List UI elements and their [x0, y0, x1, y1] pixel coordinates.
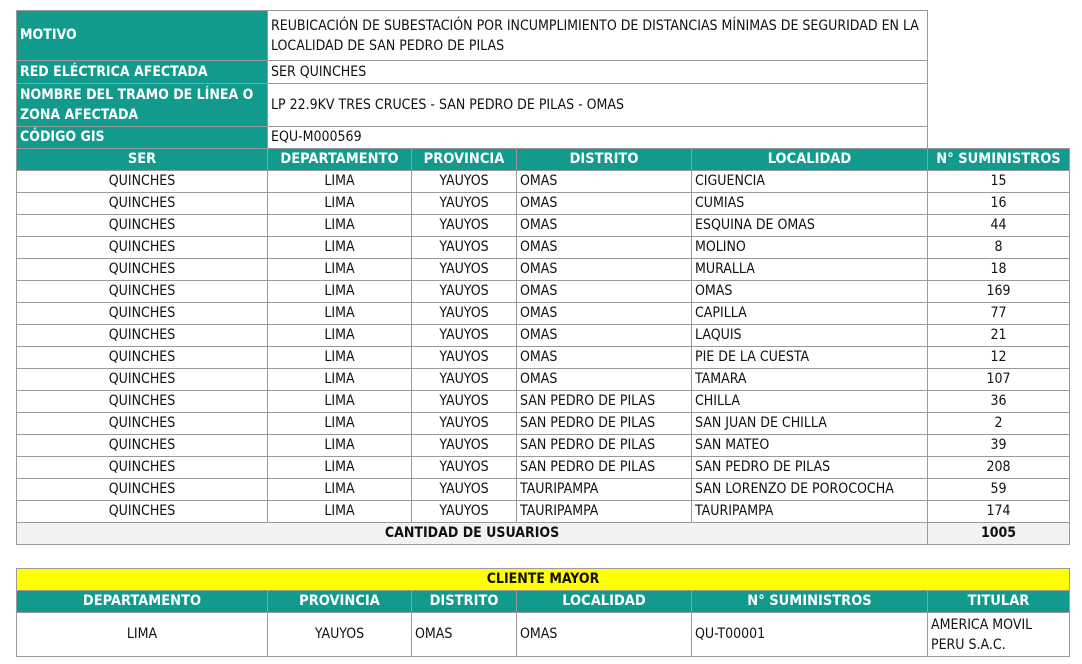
- cliente-suministros: QU-T00001: [692, 613, 928, 657]
- cliente-localidad: OMAS: [517, 613, 692, 657]
- table-row: [17, 435, 1070, 457]
- cell-departamento: LIMA: [268, 237, 412, 259]
- cell-departamento: LIMA: [268, 215, 412, 237]
- cliente-titular: AMERICA MOVIL PERU S.A.C.: [928, 613, 1070, 657]
- cell-provincia: YAUYOS: [412, 369, 517, 391]
- table-row: [17, 171, 1070, 193]
- cell-ser: QUINCHES: [17, 237, 268, 259]
- total-value: 1005: [928, 523, 1070, 545]
- cell-departamento: LIMA: [268, 391, 412, 413]
- cell-ser: QUINCHES: [17, 215, 268, 237]
- table-row: [17, 369, 1070, 391]
- cell-localidad: TAMARA: [692, 369, 928, 391]
- cell-departamento: LIMA: [268, 325, 412, 347]
- cell-suministros: 44: [928, 215, 1070, 237]
- table-row: [17, 259, 1070, 281]
- cell-ser: QUINCHES: [17, 435, 268, 457]
- cell-departamento: LIMA: [268, 435, 412, 457]
- cell-distrito: SAN PEDRO DE PILAS: [517, 435, 692, 457]
- cell-distrito: OMAS: [517, 325, 692, 347]
- cliente-header-row: [17, 591, 1070, 613]
- cell-departamento: LIMA: [268, 193, 412, 215]
- col-header: SER: [17, 149, 268, 171]
- cell-distrito: TAURIPAMPA: [517, 479, 692, 501]
- cliente-distrito: OMAS: [412, 613, 517, 657]
- cell-departamento: LIMA: [268, 413, 412, 435]
- table-row: [17, 347, 1070, 369]
- col-header: TITULAR: [928, 591, 1070, 613]
- cell-provincia: YAUYOS: [412, 303, 517, 325]
- cell-provincia: YAUYOS: [412, 259, 517, 281]
- col-header: PROVINCIA: [268, 591, 412, 613]
- cell-departamento: LIMA: [268, 303, 412, 325]
- motivo-value: REUBICACIÓN DE SUBESTACIÓN POR INCUMPLIMIENTO DE DISTANCIAS MÍNIMAS DE SEGURIDAD EN LA LOCALIDAD DE SAN PEDRO DE PILAS: [268, 11, 928, 61]
- tramo-label: NOMBRE DEL TRAMO DE LÍNEA O ZONA AFECTADA: [17, 84, 268, 127]
- cliente-departamento: LIMA: [17, 613, 268, 657]
- cell-suministros: 2: [928, 413, 1070, 435]
- cell-departamento: LIMA: [268, 171, 412, 193]
- main-header-row: [17, 149, 1070, 171]
- cell-ser: QUINCHES: [17, 413, 268, 435]
- cell-departamento: LIMA: [268, 501, 412, 523]
- table-row: [17, 303, 1070, 325]
- cell-provincia: YAUYOS: [412, 193, 517, 215]
- gis-label: CÓDIGO GIS: [17, 127, 268, 149]
- cell-localidad: CHILLA: [692, 391, 928, 413]
- cliente-mayor-table: [16, 568, 1070, 657]
- col-header: DEPARTAMENTO: [17, 591, 268, 613]
- tramo-value: LP 22.9KV TRES CRUCES - SAN PEDRO DE PILAS - OMAS: [268, 84, 928, 127]
- cell-distrito: OMAS: [517, 347, 692, 369]
- red-value: SER QUINCHES: [268, 61, 928, 84]
- cell-ser: QUINCHES: [17, 171, 268, 193]
- cell-localidad: TAURIPAMPA: [692, 501, 928, 523]
- cell-localidad: PIE DE LA CUESTA: [692, 347, 928, 369]
- cell-provincia: YAUYOS: [412, 281, 517, 303]
- total-row: [17, 523, 1070, 545]
- cell-ser: QUINCHES: [17, 303, 268, 325]
- col-header: DEPARTAMENTO: [268, 149, 412, 171]
- cell-localidad: SAN PEDRO DE PILAS: [692, 457, 928, 479]
- cell-distrito: OMAS: [517, 281, 692, 303]
- cell-provincia: YAUYOS: [412, 325, 517, 347]
- main-table: [16, 10, 1070, 545]
- col-header: DISTRITO: [412, 591, 517, 613]
- cell-departamento: LIMA: [268, 369, 412, 391]
- cell-localidad: OMAS: [692, 281, 928, 303]
- table-row: [17, 457, 1070, 479]
- cell-suministros: 59: [928, 479, 1070, 501]
- cell-suministros: 12: [928, 347, 1070, 369]
- cell-ser: QUINCHES: [17, 193, 268, 215]
- cell-provincia: YAUYOS: [412, 391, 517, 413]
- cell-localidad: CUMIAS: [692, 193, 928, 215]
- cell-distrito: TAURIPAMPA: [517, 501, 692, 523]
- cliente-mayor-title: CLIENTE MAYOR: [17, 569, 1070, 591]
- cell-suministros: 21: [928, 325, 1070, 347]
- table-row: [17, 391, 1070, 413]
- cell-provincia: YAUYOS: [412, 215, 517, 237]
- table-row: [17, 281, 1070, 303]
- cell-provincia: YAUYOS: [412, 347, 517, 369]
- cell-suministros: 8: [928, 237, 1070, 259]
- col-header: DISTRITO: [517, 149, 692, 171]
- cell-distrito: SAN PEDRO DE PILAS: [517, 391, 692, 413]
- table-row: [17, 413, 1070, 435]
- table-row: [17, 501, 1070, 523]
- cell-distrito: OMAS: [517, 303, 692, 325]
- cell-provincia: YAUYOS: [412, 237, 517, 259]
- cell-localidad: CAPILLA: [692, 303, 928, 325]
- cell-localidad: MURALLA: [692, 259, 928, 281]
- table-row: [17, 325, 1070, 347]
- cell-suministros: 208: [928, 457, 1070, 479]
- cell-ser: QUINCHES: [17, 369, 268, 391]
- cell-ser: QUINCHES: [17, 281, 268, 303]
- col-header: LOCALIDAD: [517, 591, 692, 613]
- cell-distrito: SAN PEDRO DE PILAS: [517, 457, 692, 479]
- cell-localidad: ESQUINA DE OMAS: [692, 215, 928, 237]
- cell-suministros: 174: [928, 501, 1070, 523]
- cell-ser: QUINCHES: [17, 457, 268, 479]
- cell-distrito: SAN PEDRO DE PILAS: [517, 413, 692, 435]
- table-row: [17, 193, 1070, 215]
- cell-localidad: CIGUENCIA: [692, 171, 928, 193]
- cell-suministros: 16: [928, 193, 1070, 215]
- cell-ser: QUINCHES: [17, 325, 268, 347]
- table-row: [17, 237, 1070, 259]
- cell-departamento: LIMA: [268, 479, 412, 501]
- cell-distrito: OMAS: [517, 171, 692, 193]
- cell-suministros: 39: [928, 435, 1070, 457]
- cell-localidad: SAN JUAN DE CHILLA: [692, 413, 928, 435]
- cell-departamento: LIMA: [268, 457, 412, 479]
- cell-ser: QUINCHES: [17, 501, 268, 523]
- cell-suministros: 36: [928, 391, 1070, 413]
- cell-provincia: YAUYOS: [412, 501, 517, 523]
- cell-suministros: 15: [928, 171, 1070, 193]
- motivo-label: MOTIVO: [17, 11, 268, 61]
- cell-provincia: YAUYOS: [412, 413, 517, 435]
- cliente-provincia: YAUYOS: [268, 613, 412, 657]
- col-header: N° SUMINISTROS: [928, 149, 1070, 171]
- cell-localidad: LAQUIS: [692, 325, 928, 347]
- table-row: [17, 479, 1070, 501]
- cell-distrito: OMAS: [517, 193, 692, 215]
- cell-suministros: 169: [928, 281, 1070, 303]
- cliente-row: [17, 613, 1070, 657]
- cell-provincia: YAUYOS: [412, 435, 517, 457]
- cell-provincia: YAUYOS: [412, 479, 517, 501]
- cell-ser: QUINCHES: [17, 391, 268, 413]
- col-header: PROVINCIA: [412, 149, 517, 171]
- red-label: RED ELÉCTRICA AFECTADA: [17, 61, 268, 84]
- cell-provincia: YAUYOS: [412, 457, 517, 479]
- cell-suministros: 77: [928, 303, 1070, 325]
- cell-distrito: OMAS: [517, 215, 692, 237]
- cell-distrito: OMAS: [517, 259, 692, 281]
- cell-departamento: LIMA: [268, 259, 412, 281]
- cell-ser: QUINCHES: [17, 479, 268, 501]
- cell-departamento: LIMA: [268, 281, 412, 303]
- table-row: [17, 215, 1070, 237]
- cell-suministros: 18: [928, 259, 1070, 281]
- cell-suministros: 107: [928, 369, 1070, 391]
- cell-ser: QUINCHES: [17, 347, 268, 369]
- cell-ser: QUINCHES: [17, 259, 268, 281]
- col-header: N° SUMINISTROS: [692, 591, 928, 613]
- cell-provincia: YAUYOS: [412, 171, 517, 193]
- cell-departamento: LIMA: [268, 347, 412, 369]
- cell-distrito: OMAS: [517, 369, 692, 391]
- cell-localidad: MOLINO: [692, 237, 928, 259]
- total-label: CANTIDAD DE USUARIOS: [17, 523, 928, 545]
- gis-value: EQU-M000569: [268, 127, 928, 149]
- cell-localidad: SAN LORENZO DE POROCOCHA: [692, 479, 928, 501]
- cell-localidad: SAN MATEO: [692, 435, 928, 457]
- col-header: LOCALIDAD: [692, 149, 928, 171]
- cell-distrito: OMAS: [517, 237, 692, 259]
